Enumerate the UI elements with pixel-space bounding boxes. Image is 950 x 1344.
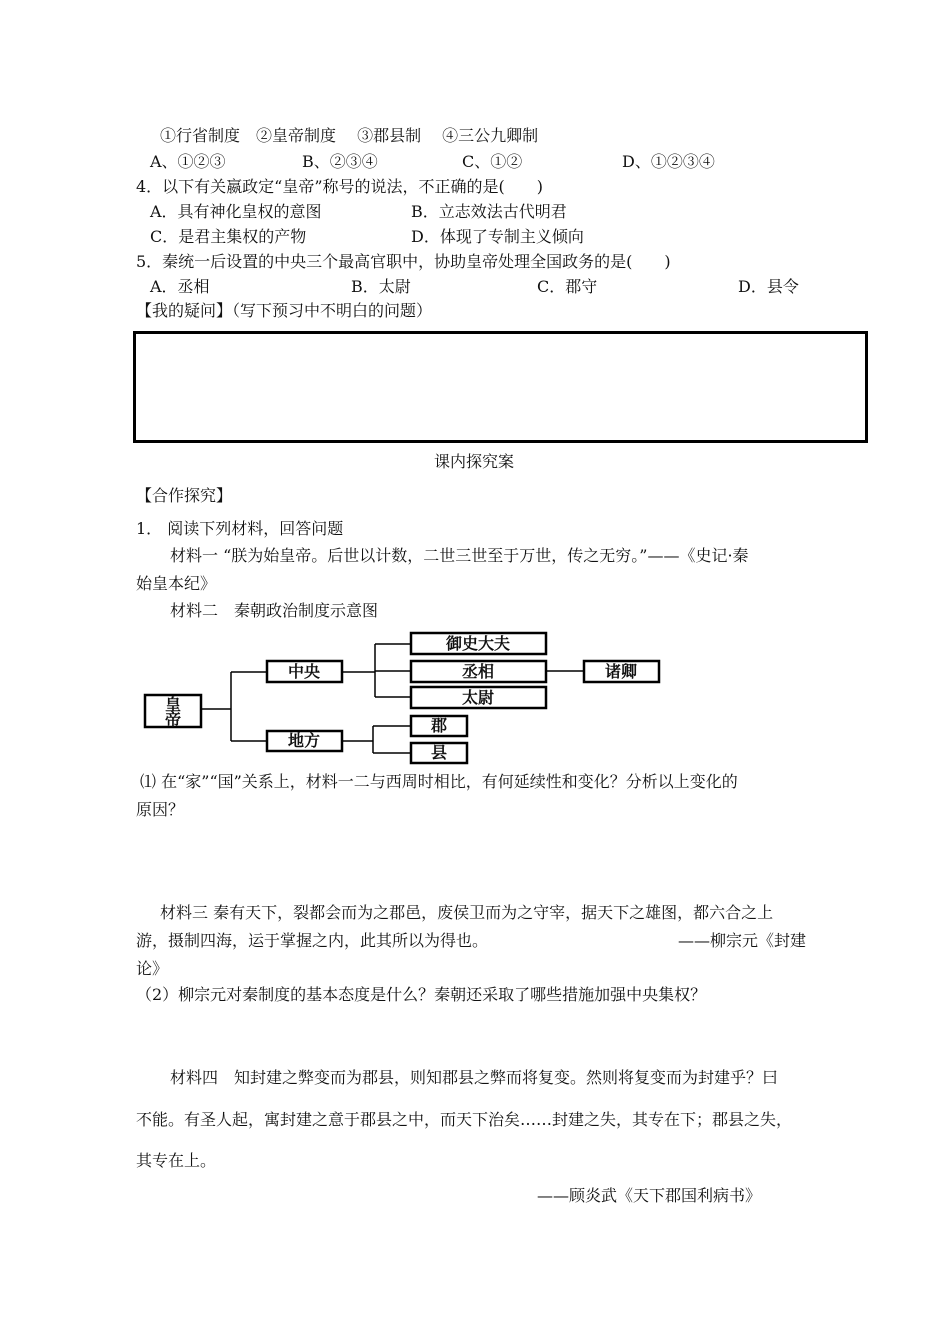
chengxiang-label: 丞相 [461,662,495,681]
q4-option-b: B．立志效法古代明君 [411,202,567,221]
central-node [267,661,342,682]
question-1-line1: ⑴ 在“家”“国”关系上，材料一二与西周时相比，有何延续性和变化？分析以上变化的 [140,772,738,791]
jun-label: 郡 [430,716,448,735]
local-label: 地方 [287,731,321,750]
central-label: 中央 [287,662,321,681]
q5-option-a: A．丞相 [150,277,210,296]
coop-title: 【合作探究】 [136,486,233,505]
yushi-dafu-node [411,633,546,654]
material-2-label: 材料二 秦朝政治制度示意图 [170,601,379,620]
q5-option-d: D．县令 [738,277,799,296]
local-node [267,731,342,751]
material-4-line3: 其专在上。 [136,1151,217,1170]
section-title: 课内探究案 [434,452,515,471]
q3-option-d: D、①②③④ [622,152,715,171]
doubt-title: 【我的疑问】（写下预习中不明白的问题） [136,301,433,320]
zhuqing-label: 诸卿 [604,662,638,681]
yushi-dafu-label: 御史大夫 [445,634,511,653]
material-4-line2: 不能。有圣人起，寓封建之意于郡县之中，而天下治矣……封建之失，其专在下；郡县之失， [136,1110,793,1129]
q5-option-c: C．郡守 [537,277,598,296]
q3-items: ①行省制度 ②皇帝制度 ③郡县制 ④三公九卿制 [160,126,539,145]
zhuqing-node [584,661,659,682]
chengxiang-node [411,661,546,682]
material-3-line1: 材料三 秦有天下，裂都会而为之郡邑，废侯卫而为之守宰，据天下之雄图，都六合之上 [160,903,774,922]
q5-option-b: B．太尉 [351,277,411,296]
q5-stem: 5．秦统一后设置的中央三个最高官职中，协助皇帝处理全国政务的是( ) [136,252,671,271]
question-2: （2）柳宗元对秦制度的基本态度是什么？秦朝还采取了哪些措施加强中央集权？ [136,985,707,1004]
q4-option-a: A．具有神化皇权的意图 [150,202,322,221]
emperor-label-a: 皇 [164,695,182,714]
question-1-line2: 原因？ [136,800,185,819]
material-4-source: ——顾炎武《天下郡国利病书》 [537,1186,762,1205]
q4-option-d: D．体现了专制主义倾向 [411,227,584,246]
q4-option-c: C．是君主集权的产物 [150,227,307,246]
q3-option-a: A、①②③ [150,152,226,171]
taiwei-node [411,687,546,708]
material-4-line1: 材料四 知封建之弊变而为郡县，则知郡县之弊而将复变。然则将复变而为封建乎？曰 [170,1068,779,1087]
emperor-node [145,695,201,729]
taiwei-label: 太尉 [461,688,495,707]
task-1: 1． 阅读下列材料，回答问题 [136,519,344,538]
qin-political-system-diagram [135,625,670,775]
material-3-source: ——柳宗元《封建 [678,931,807,950]
q3-option-b: B、②③④ [302,152,378,171]
material-1-line1: 材料一 “朕为始皇帝。后世以计数，二世三世至于万世，传之无穷。”——《史记·秦 [170,546,749,565]
q4-stem: 4．以下有关嬴政定“皇帝”称号的说法，不正确的是( ) [136,177,544,196]
material-3-line2: 游，摄制四海，运于掌握之内，此其所以为得也。 [136,931,489,950]
material-1-line2: 始皇本纪》 [136,574,217,593]
material-3-line3: 论》 [136,959,169,978]
q3-option-c: C、①② [462,152,523,171]
xian-label: 县 [430,743,448,762]
xian-node [411,743,467,763]
jun-node [411,716,467,736]
emperor-label-b: 帝 [164,710,182,729]
doubt-answer-box[interactable] [133,331,868,443]
